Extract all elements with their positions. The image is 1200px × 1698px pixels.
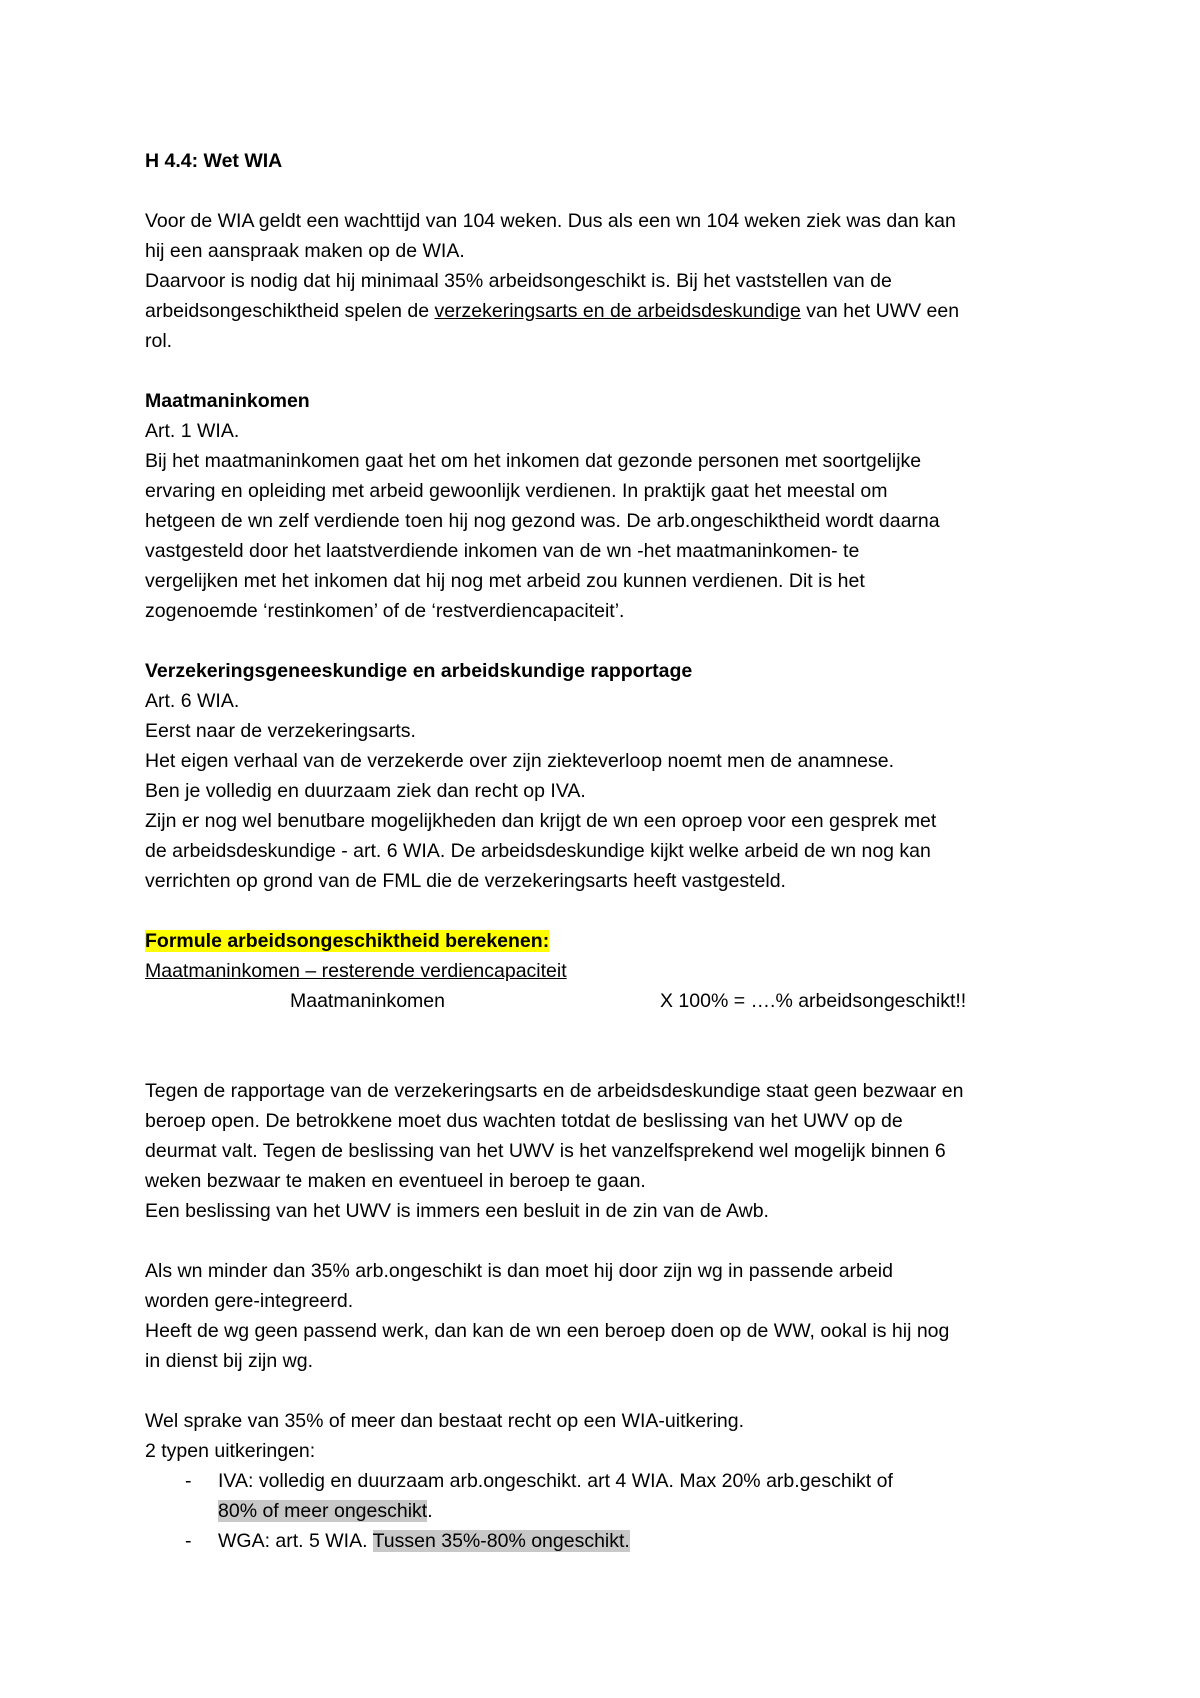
wga-text: WGA: art. 5 WIA. [218,1530,373,1552]
maatman-article: Art. 1 WIA. [145,420,240,442]
rapportage-line: verrichten op grond van de FML die de verzekeringsarts heeft vastgesteld. [145,870,786,892]
intro-line: rol. [145,330,173,352]
intro-line: hij een aanspraak maken op de WIA. [145,240,465,262]
bezwaar-line: Een beslissing van het UWV is immers een besluit in de zin van de Awb. [145,1200,769,1222]
iva-text: IVA: volledig en duurzaam arb.ongeschikt. art 4 WIA. Max 20% arb.geschikt of [218,1470,893,1492]
rapportage-line: Het eigen verhaal van de verzekerde over zijn ziekteverloop noemt men de anamnese. [145,750,895,772]
spacer [145,1226,1080,1256]
formula-denominator: Maatmaninkomen [290,990,445,1012]
bezwaar-line: Tegen de rapportage van de verzekeringsarts en de arbeidsdeskundige staat geen bezwaar en [145,1080,964,1102]
intro-line [145,296,1080,326]
spacer [145,626,1080,656]
list-item-iva [145,1466,1080,1526]
rapportage-title: Verzekeringsgeneeskundige en arbeidskundige rapportage [145,660,693,682]
rapportage-line: de arbeidsdeskundige - art. 6 WIA. De arbeidsdeskundige kijkt welke arbeid de wn nog kan [145,840,931,862]
intro-text: arbeidsongeschiktheid spelen de [145,300,435,322]
list-item-wga [145,1526,1080,1556]
spacer [145,896,1080,926]
formula-numerator-line [145,956,1080,986]
spacer [145,356,1080,386]
bezwaar-line: beroep open. De betrokkene moet dus wachten totdat de beslissing van het UWV op de [145,1110,903,1132]
rapportage-line: Eerst naar de verzekeringsarts. [145,720,416,742]
formula-denominator-line [145,986,1080,1016]
maatman-line: vergelijken met het inkomen dat hij nog met arbeid zou kunnen verdienen. Dit is het [145,570,865,592]
rapportage-article: Art. 6 WIA. [145,690,240,712]
iva-highlight: 80% of meer ongeschikt [218,1500,428,1522]
uitkering-list [145,1466,1080,1556]
spacer [145,1376,1080,1406]
maatman-title: Maatmaninkomen [145,390,310,412]
maatman-line: zogenoemde ‘restinkomen’ of de ‘restverdiencapaciteit’. [145,600,625,622]
uitkering-line: 2 typen uitkeringen: [145,1440,316,1462]
maatman-line: hetgeen de wn zelf verdiende toen hij nog gezond was. De arb.ongeschiktheid wordt daarna [145,510,940,532]
bezwaar-line: deurmat valt. Tegen de beslissing van het UWV is het vanzelfsprekend wel mogelijk binnen 6 [145,1140,946,1162]
spacer [145,176,1080,206]
intro-line: Voor de WIA geldt een wachttijd van 104 weken. Dus als een wn 104 weken ziek was dan kan [145,210,956,232]
maatman-line: vastgesteld door het laatstverdiende inkomen van de wn -het maatmaninkomen- te [145,540,860,562]
minder-line: worden gere-integreerd. [145,1290,354,1312]
dash-bullet: - [185,1530,192,1552]
formula-title-line [145,926,1080,956]
spacer [145,1016,1080,1046]
spacer [145,1046,1080,1076]
minder-line: in dienst bij zijn wg. [145,1350,313,1372]
intro-text: van het UWV een [800,300,960,322]
uitkering-line: Wel sprake van 35% of meer dan bestaat recht op een WIA-uitkering. [145,1410,745,1432]
minder-line: Als wn minder dan 35% arb.ongeschikt is dan moet hij door zijn wg in passende arbeid [145,1260,893,1282]
bezwaar-line: weken bezwaar te maken en eventueel in beroep te gaan. [145,1170,646,1192]
formula-numerator: Maatmaninkomen – resterende verdiencapaciteit [145,960,567,982]
iva-period: . [427,1500,433,1522]
underlined-phrase: verzekeringsarts en de arbeidsdeskundige [434,300,801,322]
intro-line: Daarvoor is nodig dat hij minimaal 35% arbeidsongeschikt is. Bij het vaststellen van de [145,270,892,292]
maatman-line: ervaring en opleiding met arbeid gewoonlijk verdienen. In praktijk gaat het meestal om [145,480,888,502]
rapportage-line: Ben je volledig en duurzaam ziek dan recht op IVA. [145,780,586,802]
dash-bullet: - [185,1470,192,1492]
minder-line: Heeft de wg geen passend werk, dan kan de wn een beroep doen op de WW, ookal is hij nog [145,1320,950,1342]
wga-highlight: Tussen 35%-80% ongeschikt. [372,1530,630,1552]
maatman-line: Bij het maatmaninkomen gaat het om het inkomen dat gezonde personen met soortgelijke [145,450,922,472]
rapportage-line: Zijn er nog wel benutbare mogelijkheden dan krijgt de wn een oproep voor een gesprek met [145,810,937,832]
section-heading: H 4.4: Wet WIA [145,150,283,172]
formula-result: X 100% = ….% arbeidsongeschikt!! [660,990,967,1012]
formula-title: Formule arbeidsongeschiktheid berekenen: [145,930,550,952]
